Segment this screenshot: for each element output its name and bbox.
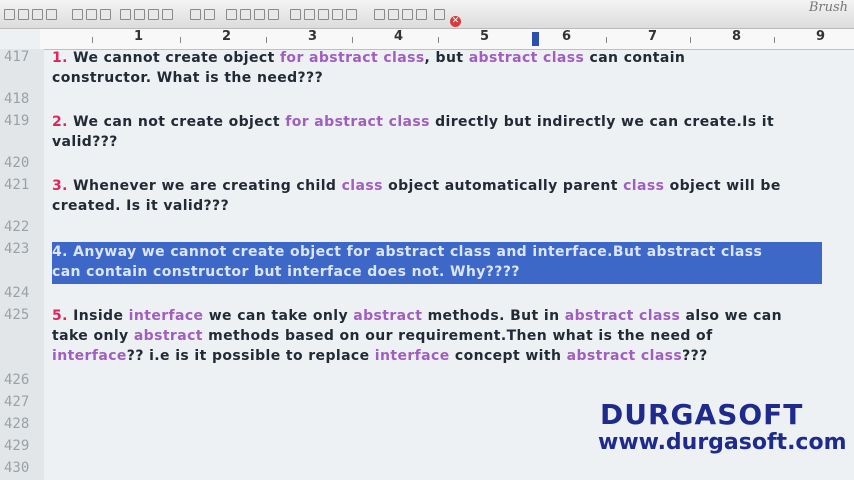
line-number: 422	[4, 219, 30, 235]
list-icon[interactable]	[416, 9, 427, 20]
editor-line: created. Is it valid???	[52, 198, 230, 214]
text-run: take only	[52, 328, 134, 344]
comment-icon[interactable]	[332, 9, 343, 20]
goto-icon[interactable]	[268, 9, 279, 20]
selected-line: can contain constructor but interface does not. Why????	[52, 264, 520, 280]
ruler-tick: 5	[480, 29, 490, 44]
text-run: , but	[424, 50, 469, 66]
delete-icon[interactable]	[162, 9, 173, 20]
line-number: 424	[4, 285, 30, 301]
open-file-icon[interactable]	[18, 9, 29, 20]
ruler-tick: 1	[134, 29, 144, 44]
text-run: object will be	[664, 178, 781, 194]
redo-icon[interactable]	[204, 9, 215, 20]
help-icon[interactable]	[434, 9, 445, 20]
keyword: abstract class	[564, 308, 681, 324]
keyword: for abstract class	[279, 50, 425, 66]
save-icon[interactable]	[32, 9, 43, 20]
line-number: 418	[4, 91, 30, 107]
ruler	[40, 29, 854, 50]
toolbar	[0, 0, 854, 29]
ruler-minor-tick	[606, 37, 607, 43]
ruler-minor-tick	[438, 37, 439, 43]
question-number: 3.	[52, 178, 68, 194]
wrap-icon[interactable]	[290, 9, 301, 20]
line-number: 420	[4, 155, 30, 171]
ruler-minor-tick	[352, 37, 353, 43]
ruler-minor-tick	[266, 37, 267, 43]
brand-signature: Brush	[808, 0, 848, 15]
ruler-minor-tick	[180, 37, 181, 43]
text-run: ???	[682, 348, 708, 364]
new-file-icon[interactable]	[4, 9, 15, 20]
question-number: 2.	[52, 114, 68, 130]
line-number: 423	[4, 241, 30, 257]
text-run: concept with	[449, 348, 567, 364]
replace-icon[interactable]	[254, 9, 265, 20]
line-number: 429	[4, 438, 30, 454]
editor-line: valid???	[52, 134, 118, 150]
keyword: for abstract class	[285, 114, 430, 130]
editor-line	[52, 114, 774, 130]
undo-icon[interactable]	[190, 9, 201, 20]
text-run: object automatically parent	[382, 178, 624, 194]
ruler-tick: 7	[648, 29, 658, 44]
line-number: 426	[4, 372, 30, 388]
text-run: We cannot create object	[67, 50, 280, 66]
editor-line: constructor. What is the need???	[52, 70, 324, 86]
outdent-icon[interactable]	[318, 9, 329, 20]
line-number: 425	[4, 307, 30, 323]
editor-line	[52, 178, 781, 194]
keyword: class	[623, 178, 665, 194]
keyword: abstract class	[468, 50, 585, 66]
paste-icon[interactable]	[148, 9, 159, 20]
ruler-minor-tick	[92, 37, 93, 43]
keyword: interface	[374, 348, 450, 364]
line-number: 417	[4, 49, 30, 65]
ruler-minor-tick	[774, 37, 775, 43]
tile-icon[interactable]	[388, 9, 399, 20]
ruler-tick: 6	[562, 29, 572, 44]
ruler-minor-tick	[690, 37, 691, 43]
question-number: 5.	[52, 308, 68, 324]
close-icon[interactable]: ✕	[451, 16, 460, 26]
line-number: 427	[4, 394, 30, 410]
find-icon[interactable]	[226, 9, 237, 20]
keyword: interface	[52, 348, 127, 364]
save-all-icon[interactable]	[46, 9, 57, 20]
question-number: 1.	[52, 50, 68, 66]
indent-icon[interactable]	[304, 9, 315, 20]
keyword: class	[341, 178, 383, 194]
text-run: Whenever we are creating child	[67, 178, 342, 194]
text-run: directly but indirectly we can create.Is it	[429, 114, 775, 130]
text-run: also we can	[680, 308, 783, 324]
text-run: Inside	[67, 308, 129, 324]
keyword: abstract	[353, 308, 423, 324]
ruler-tick: 9	[816, 29, 826, 44]
keyword: abstract class	[566, 348, 683, 364]
text-run: ?? i.e is it possible to replace	[126, 348, 375, 364]
ruler-tick: 3	[308, 29, 318, 44]
line-number-gutter	[0, 49, 44, 480]
text-run: methods based on our requirement.Then what is the need of	[202, 328, 713, 344]
keyword: interface	[128, 308, 204, 324]
editor-line	[52, 50, 685, 66]
ruler-tick: 2	[222, 29, 232, 44]
window-icon[interactable]	[374, 9, 385, 20]
ruler-tick: 8	[732, 29, 742, 44]
ruler-cursor-marker	[532, 32, 539, 46]
print-preview-icon[interactable]	[86, 9, 97, 20]
find-next-icon[interactable]	[240, 9, 251, 20]
spellcheck-icon[interactable]	[100, 9, 111, 20]
selected-line: 4. Anyway we cannot create object for abstract class and interface.But abstract class	[52, 244, 763, 260]
editor-line	[52, 308, 782, 324]
print-icon[interactable]	[72, 9, 83, 20]
cascade-icon[interactable]	[402, 9, 413, 20]
cut-icon[interactable]	[120, 9, 131, 20]
text-run: methods. But in	[422, 308, 565, 324]
watermark-url: www.durgasoft.com	[598, 430, 847, 455]
editor-line	[52, 348, 708, 364]
line-number: 428	[4, 416, 30, 432]
column-icon[interactable]	[346, 9, 357, 20]
text-run: We can not create object	[67, 114, 286, 130]
line-number: 419	[4, 113, 30, 129]
line-number: 430	[4, 460, 30, 476]
ruler-tick: 4	[394, 29, 404, 44]
watermark-brand: DURGASOFT	[600, 398, 804, 431]
keyword: abstract	[133, 328, 203, 344]
copy-icon[interactable]	[134, 9, 145, 20]
editor-line	[52, 328, 713, 344]
text-run: can contain	[584, 50, 686, 66]
line-number: 421	[4, 177, 30, 193]
text-run: we can take only	[203, 308, 354, 324]
